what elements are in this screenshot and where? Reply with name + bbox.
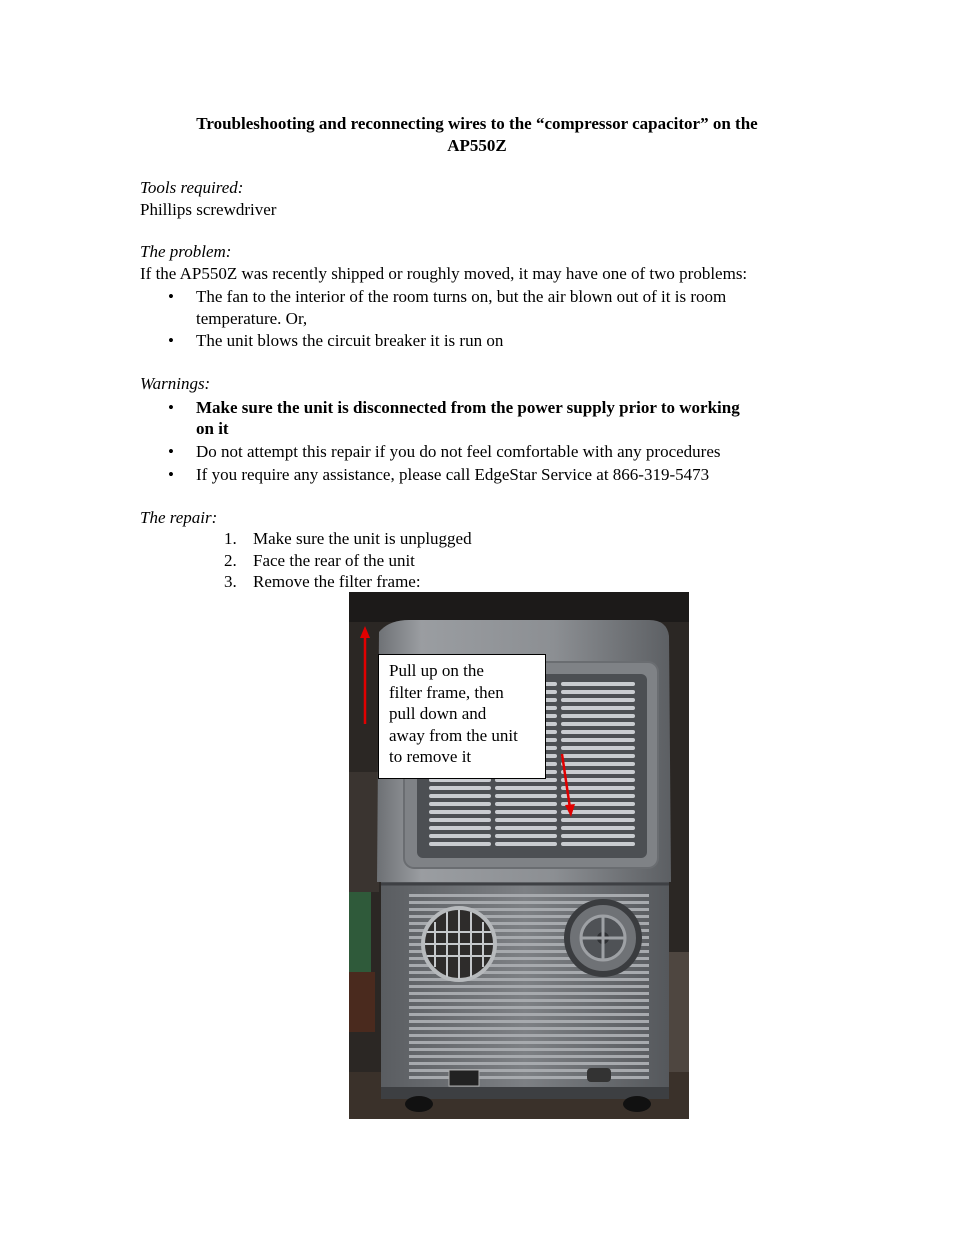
grille-slat (409, 985, 649, 988)
step-text-3: Remove the filter frame: (253, 572, 421, 591)
grille-slat (429, 842, 491, 846)
grille-slat (429, 826, 491, 830)
grille-slat (409, 1034, 649, 1037)
grille-slat (495, 826, 557, 830)
grille-slat (561, 754, 635, 758)
warning-bullet-3: If you require any assistance, please call EdgeStar Service at 866-319-5473 (196, 465, 710, 484)
grille-slat (561, 826, 635, 830)
grille-slat (561, 778, 635, 782)
warnings-label: Warnings: (140, 374, 211, 393)
grille-slat (561, 738, 635, 742)
grille-slat (429, 834, 491, 838)
grille-slat (495, 810, 557, 814)
step-text-2: Face the rear of the unit (253, 551, 415, 570)
grille-slat (495, 818, 557, 822)
callout-line-4: away from the unit (389, 725, 518, 745)
grille-slat (495, 802, 557, 806)
tools-label: Tools required: (140, 178, 244, 197)
callout-line-2: filter frame, then (389, 682, 504, 702)
grille-slat (561, 682, 635, 686)
grille-slat (561, 746, 635, 750)
warning-bullet-1-line-2: on it (196, 419, 229, 438)
callout-line-5: to remove it (389, 747, 472, 766)
grille-slat (409, 1027, 649, 1030)
grille-slat (561, 762, 635, 766)
bullet-glyph: • (168, 287, 174, 306)
document-title (140, 113, 814, 157)
title-line-1: Troubleshooting and reconnecting wires to the “compressor capacitor” on the (196, 114, 758, 133)
step-text-1: Make sure the unit is unplugged (253, 529, 472, 548)
callout-line-3: pull down and (389, 704, 487, 723)
grille-slat (409, 1076, 649, 1079)
grille-slat (561, 794, 635, 798)
grille-slat (409, 1069, 649, 1072)
grille-slat (409, 1041, 649, 1044)
grille-slat (561, 706, 635, 710)
bullet-glyph: • (168, 442, 174, 461)
title-line-2: AP550Z (447, 136, 507, 155)
grille-slat (409, 1062, 649, 1065)
grille-slat (429, 810, 491, 814)
warning-bullet-1-line-1: Make sure the unit is disconnected from the power supply prior to working (196, 398, 740, 417)
grille-slat (561, 770, 635, 774)
problem-bullet-1 (196, 286, 816, 330)
photo-callout (378, 654, 546, 779)
grille-slat (409, 1013, 649, 1016)
tools-value: Phillips screwdriver (140, 200, 277, 219)
grille-slat (429, 786, 491, 790)
grille-slat (409, 894, 649, 897)
grille-slat (495, 842, 557, 846)
grille-slat (561, 690, 635, 694)
repair-label: The repair: (140, 508, 218, 527)
warning-bullet-1 (196, 397, 816, 439)
grille-slat (409, 992, 649, 995)
grille-slat (561, 842, 635, 846)
grille-slat (429, 802, 491, 806)
bullet-glyph: • (168, 465, 174, 484)
grille-slat (409, 999, 649, 1002)
problem-intro: If the AP550Z was recently shipped or roughly moved, it may have one of two problems: (140, 264, 748, 283)
bullet-glyph: • (168, 398, 174, 417)
grille-slat (409, 1048, 649, 1051)
grille-slat (561, 834, 635, 838)
grille-slat (561, 818, 635, 822)
grille-slat (561, 714, 635, 718)
grille-slat (429, 794, 491, 798)
problem-bullet-2: The unit blows the circuit breaker it is run on (196, 331, 504, 350)
grille-slat (495, 794, 557, 798)
callout-line-1: Pull up on the (389, 661, 484, 680)
problem-bullet-1-line-1: The fan to the interior of the room turns on, but the air blown out of it is room (196, 287, 727, 306)
grille-slat (561, 722, 635, 726)
grille-slat (429, 818, 491, 822)
grille-slat (409, 1055, 649, 1058)
bullet-glyph: • (168, 331, 174, 350)
problem-bullet-1-line-2: temperature. Or, (196, 309, 308, 328)
grille-slat (561, 786, 635, 790)
step-number-3: 3. (224, 572, 237, 591)
grille-slat (495, 786, 557, 790)
step-number-2: 2. (224, 551, 237, 570)
problem-label: The problem: (140, 242, 232, 261)
grille-slat (495, 834, 557, 838)
grille-slat (409, 1006, 649, 1009)
grille-slat (561, 698, 635, 702)
warning-bullet-2: Do not attempt this repair if you do not feel comfortable with any procedures (196, 442, 721, 461)
step-number-1: 1. (224, 529, 237, 548)
grille-slat (561, 730, 635, 734)
grille-slat (409, 1020, 649, 1023)
